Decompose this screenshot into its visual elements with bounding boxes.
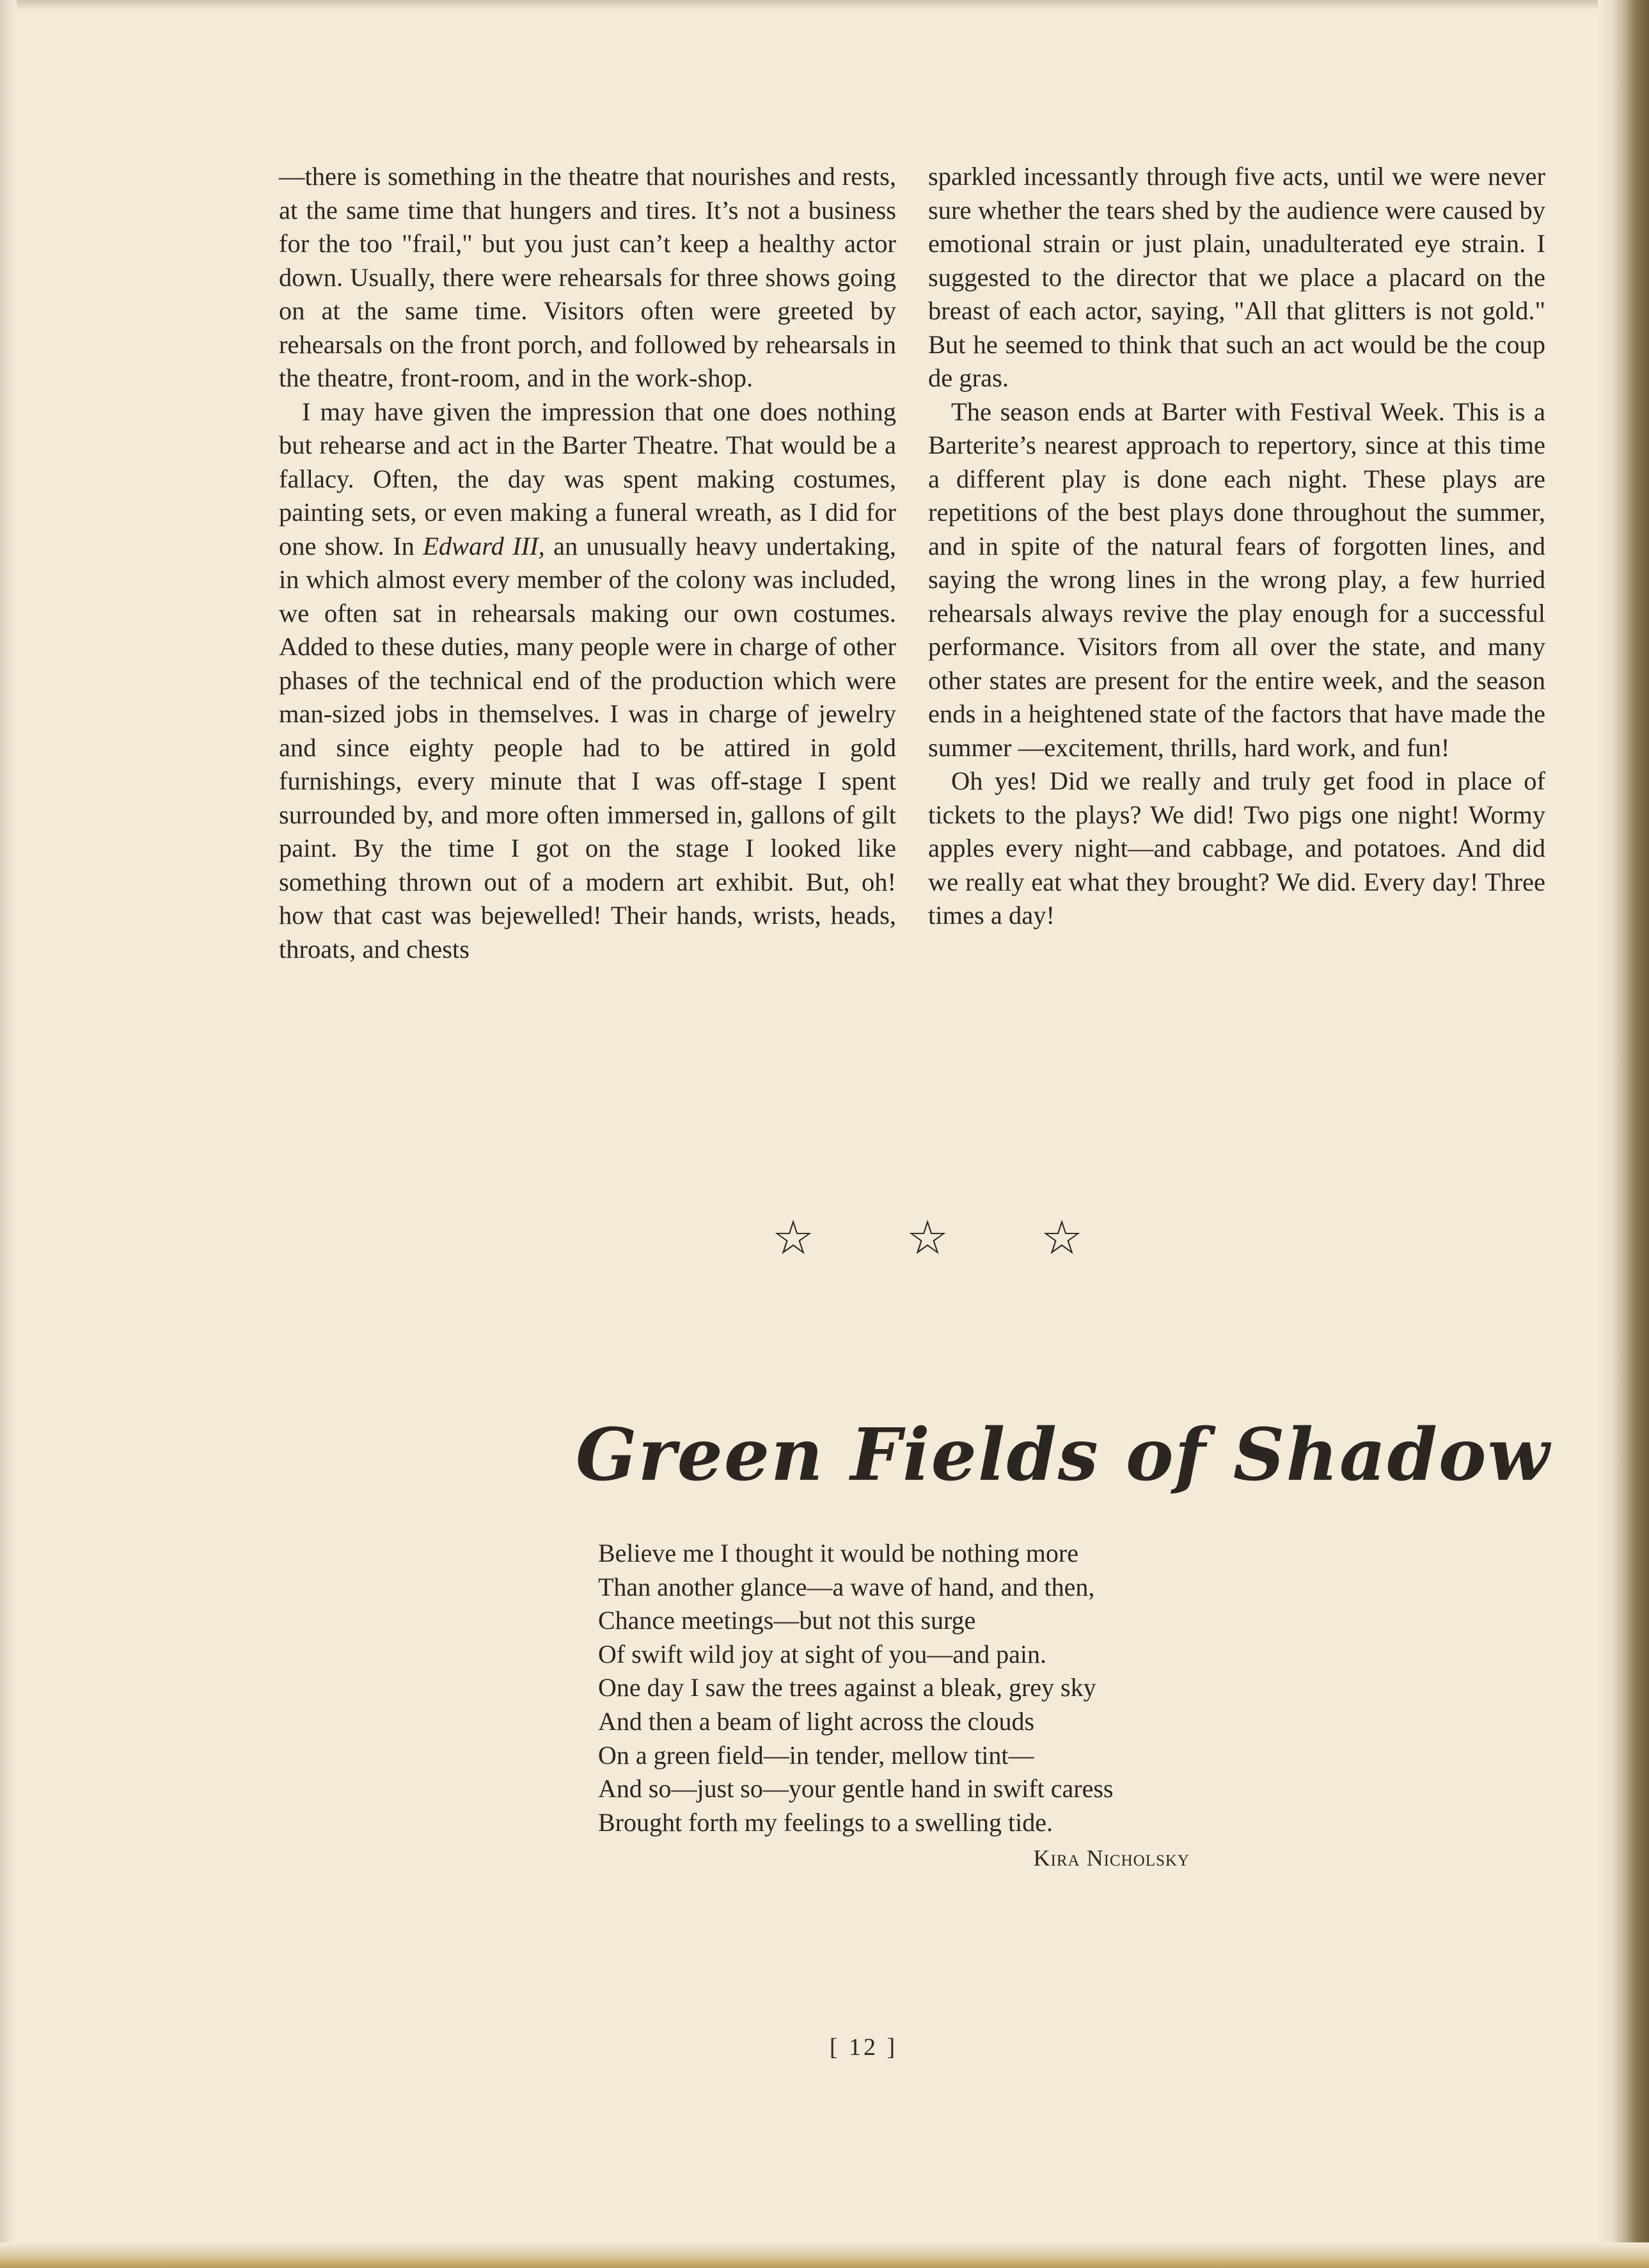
paragraph-text: an unusually heavy undertaking, in which almost every member of the colony was included, we often sat in rehearsals making our own costumes. Added to these duties, many people were in charge of other phases of the technical end of the production which were man-sized jobs in themselves. I was in charge of jewelry and since eighty people had to be attired in gold furnishings, every minute that I was off-stage I spent surrounded by, and more often immersed in, gallons of gilt paint. By the time I got on the stage I looked like something thrown out of a modern art exhibit. But, oh! how that cast was bejewelled! Their hands, wrists, heads, throats, and chests [279, 531, 896, 964]
poem-line: Chance meetings—but not this surge [598, 1606, 976, 1635]
poem-body [598, 1537, 1270, 1839]
poem-line: Believe me I thought it would be nothing more [598, 1539, 1078, 1567]
article-columns [279, 160, 1545, 1068]
page-top-edge [0, 0, 1649, 10]
paragraph: The season ends at Barter with Festival Week. This is a Barterite’s nearest approach to repertory, since at this time a different play is done each night. These plays are repetitions of the best plays done throughout the summer, and in spite of the natural fears of forgotten lines, and saying the wrong lines in the wrong play, a few hurried rehearsals always revive the play enough for a successful performance. Visitors from all over the state, and many other states are present for the entire week, and the season ends in a heightened state of the factors that have made the summer —excitement, thrills, hard work, and fun! [928, 397, 1545, 762]
paragraph-text: I may have given the impression that one does nothing but rehearse and act in the Barter Theatre. That would be a fallacy. Often, the day was spent making costumes, painting sets, or even making a funeral wreath, as I did for one show. In [279, 397, 896, 560]
poem-author: Kira Nicholsky [1033, 1845, 1190, 1871]
poem-line: On a green field—in tender, mellow tint— [598, 1740, 1034, 1770]
page-binding-shadow [0, 0, 17, 2268]
paragraph [279, 395, 896, 967]
right-column [928, 160, 1545, 1068]
book-bottom-edge [0, 2242, 1649, 2268]
paragraph: —there is something in the theatre that nourishes and rests, at the same time that hungers and tires. It’s not a business for the too "frail," but you just can’t keep a healthy actor down. Usually, there were rehearsals for three shows going on at the same time. Visitors often were greeted by rehearsals on the front porch, and followed by rehearsals in the theatre, front-room, and in the work-shop. [279, 162, 896, 392]
poem-line: And then a beam of light across the clouds [598, 1706, 1035, 1736]
left-column [279, 160, 896, 1068]
poem-title: Green Fields of Shadow [576, 1413, 1551, 1497]
paragraph: Oh yes! Did we really and truly get food in place of tickets to the plays? We did! Two pigs one night! Wormy apples every night—and cabbage, and potatoes. And did we really eat what they brought? We did. Every day! Three times a day! [928, 766, 1545, 930]
page-number: [ 12 ] [829, 2034, 898, 2061]
poem-line: One day I saw the trees against a bleak, grey sky [598, 1673, 1096, 1702]
star-outline-icon: ☆ [771, 1210, 815, 1265]
paragraph: sparkled incessantly through five acts, until we were never sure whether the tears shed by the audience were caused by emotional strain or just plain, unadulterated eye strain. I suggested to the director that we place a placard on the breast of each actor, saying, "All that glitters is not gold." But he seemed to think that such an act would be the coup de gras. [928, 162, 1545, 392]
star-ornament [768, 1209, 1087, 1267]
poem-line: And so—just so—your gentle hand in swift caress [598, 1774, 1114, 1804]
star-outline-icon: ☆ [1040, 1210, 1084, 1265]
poem-line: Brought forth my feelings to a swelling tide. [598, 1807, 1053, 1837]
poem-line: Of swift wild joy at sight of you—and pain. [598, 1639, 1047, 1669]
play-title: Edward III, [423, 531, 545, 560]
star-outline-icon: ☆ [906, 1210, 949, 1265]
book-right-edge [1598, 0, 1649, 2268]
poem-line: Than another glance—a wave of hand, and then, [598, 1572, 1095, 1601]
